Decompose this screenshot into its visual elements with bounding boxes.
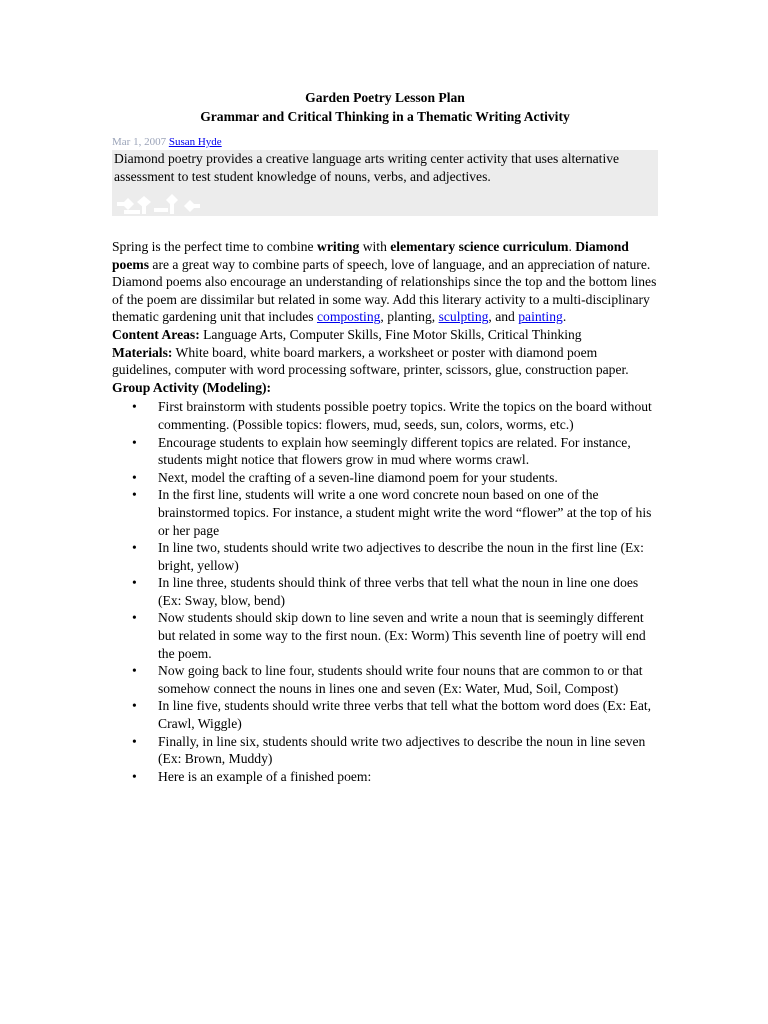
bullet-icon: • — [132, 768, 137, 784]
materials-label: Materials: — [112, 344, 173, 360]
sculpting-link[interactable]: sculpting — [438, 309, 489, 325]
list-item — [112, 434, 658, 469]
group-activity-heading: Group Activity (Modeling): — [112, 379, 272, 395]
bullet-icon: • — [132, 434, 137, 450]
materials-text: White board, white board markers, a worksheet or poster with diamond poem guidelines, computer with word processing software, printer, scissors, glue, construction paper. — [112, 344, 629, 378]
list-item-text: In line three, students should think of three verbs that tell what the noun in line one does (Ex: Sway, blow, bend) — [158, 575, 639, 608]
abstract-box — [112, 150, 658, 216]
keyword-science: elementary science curriculum — [390, 239, 569, 254]
bullet-icon: • — [132, 399, 137, 415]
bullet-icon: • — [132, 540, 137, 556]
content-areas-label: Content Areas: — [112, 326, 200, 342]
content-areas — [112, 326, 658, 344]
list-item — [112, 662, 658, 697]
bullet-icon: • — [132, 663, 137, 679]
bullet-icon: • — [132, 469, 137, 485]
bullet-icon: • — [132, 698, 137, 714]
list-item — [112, 469, 658, 487]
intro-text: , and — [488, 309, 519, 325]
abstract-text: Diamond poetry provides a creative language arts writing center activity that uses alternative assessment to test student knowledge of nouns, verbs, and adjectives. — [114, 151, 620, 184]
list-item-text: Encourage students to explain how seemingly different topics are related. For instance, students might notice that flowers grow in mud where worms crawl. — [158, 434, 631, 468]
list-item — [112, 539, 658, 574]
list-item-text: Now going back to line four, students should write four nouns that are common to or that somehow connect the nouns in lines one and seven (Ex: Water, Mud, Soil, Compost) — [158, 663, 643, 696]
bullet-icon: • — [132, 487, 137, 503]
publish-date: Mar 1, 2007 — [112, 136, 167, 148]
bullet-icon: • — [132, 575, 137, 591]
list-item-text: Here is an example of a finished poem: — [158, 768, 372, 784]
content-areas-text: Language Arts, Computer Skills, Fine Motor Skills, Critical Thinking — [199, 326, 582, 342]
intro-text: , planting, — [380, 309, 439, 325]
intro-text: . — [562, 309, 567, 325]
activity-steps-list — [112, 398, 658, 785]
list-item-text: In the first line, students will write a one word concrete noun based on one of the brainstormed topics. For instance, a student might write the word “flower” at the top of his or her page — [158, 487, 652, 538]
list-item — [112, 768, 658, 786]
intro-text: are a great way to combine parts of speech, love of language, and an appreciation of nature. Diamond poems also encourage an understanding of relationships since the top and the bottom lines of the poem are dissimilar but related in some way. Add this literary activity to a multi-disciplinary thematic gardening unit that includes — [112, 256, 657, 325]
list-item-text: Now students should skip down to line seven and write a noun that is seemingly different but related in some way to the first noun. (Ex: Worm) This seventh line of poetry will end the poem. — [158, 610, 646, 661]
list-item — [112, 398, 658, 433]
intro-text: Spring is the perfect time to combine — [112, 239, 317, 254]
list-item-text: Next, model the crafting of a seven-line diamond poem for your students. — [158, 469, 558, 485]
bullet-icon: • — [132, 733, 137, 749]
document-page — [112, 88, 658, 785]
decorative-flowers-icon — [114, 188, 204, 216]
list-item — [112, 733, 658, 768]
list-item — [112, 486, 658, 539]
list-item-text: In line two, students should write two adjectives to describe the noun in the first line (Ex: bright, yellow) — [158, 540, 644, 573]
list-item-text: In line five, students should write three verbs that tell what the bottom word does (Ex: Eat, Crawl, Wiggle) — [158, 698, 652, 732]
list-item-text: First brainstorm with students possible poetry topics. Write the topics on the board without commenting. (Possible topics: flowers, mud, seeds, sun, colors, worms, etc.) — [158, 399, 652, 432]
list-item — [112, 697, 658, 732]
composting-link[interactable]: composting — [316, 309, 381, 325]
page-subtitle: Grammar and Critical Thinking in a Thematic Writing Activity — [200, 109, 570, 124]
bullet-icon: • — [132, 610, 137, 626]
keyword-diamond-poems: Diamond poems — [112, 239, 629, 272]
list-item — [112, 609, 658, 662]
intro-text: with — [359, 239, 391, 254]
author-link[interactable]: Susan Hyde — [168, 136, 222, 148]
list-item-text: Finally, in line six, students should write two adjectives to describe the noun in line seven (Ex: Brown, Muddy) — [158, 733, 646, 767]
intro-paragraph — [112, 238, 658, 326]
materials — [112, 344, 658, 379]
intro-text: . — [568, 239, 576, 254]
keyword-writing: writing — [317, 239, 360, 254]
list-item — [112, 574, 658, 609]
page-title: Garden Poetry Lesson Plan — [305, 90, 465, 105]
article-meta — [112, 136, 658, 149]
painting-link[interactable]: painting — [518, 309, 563, 325]
